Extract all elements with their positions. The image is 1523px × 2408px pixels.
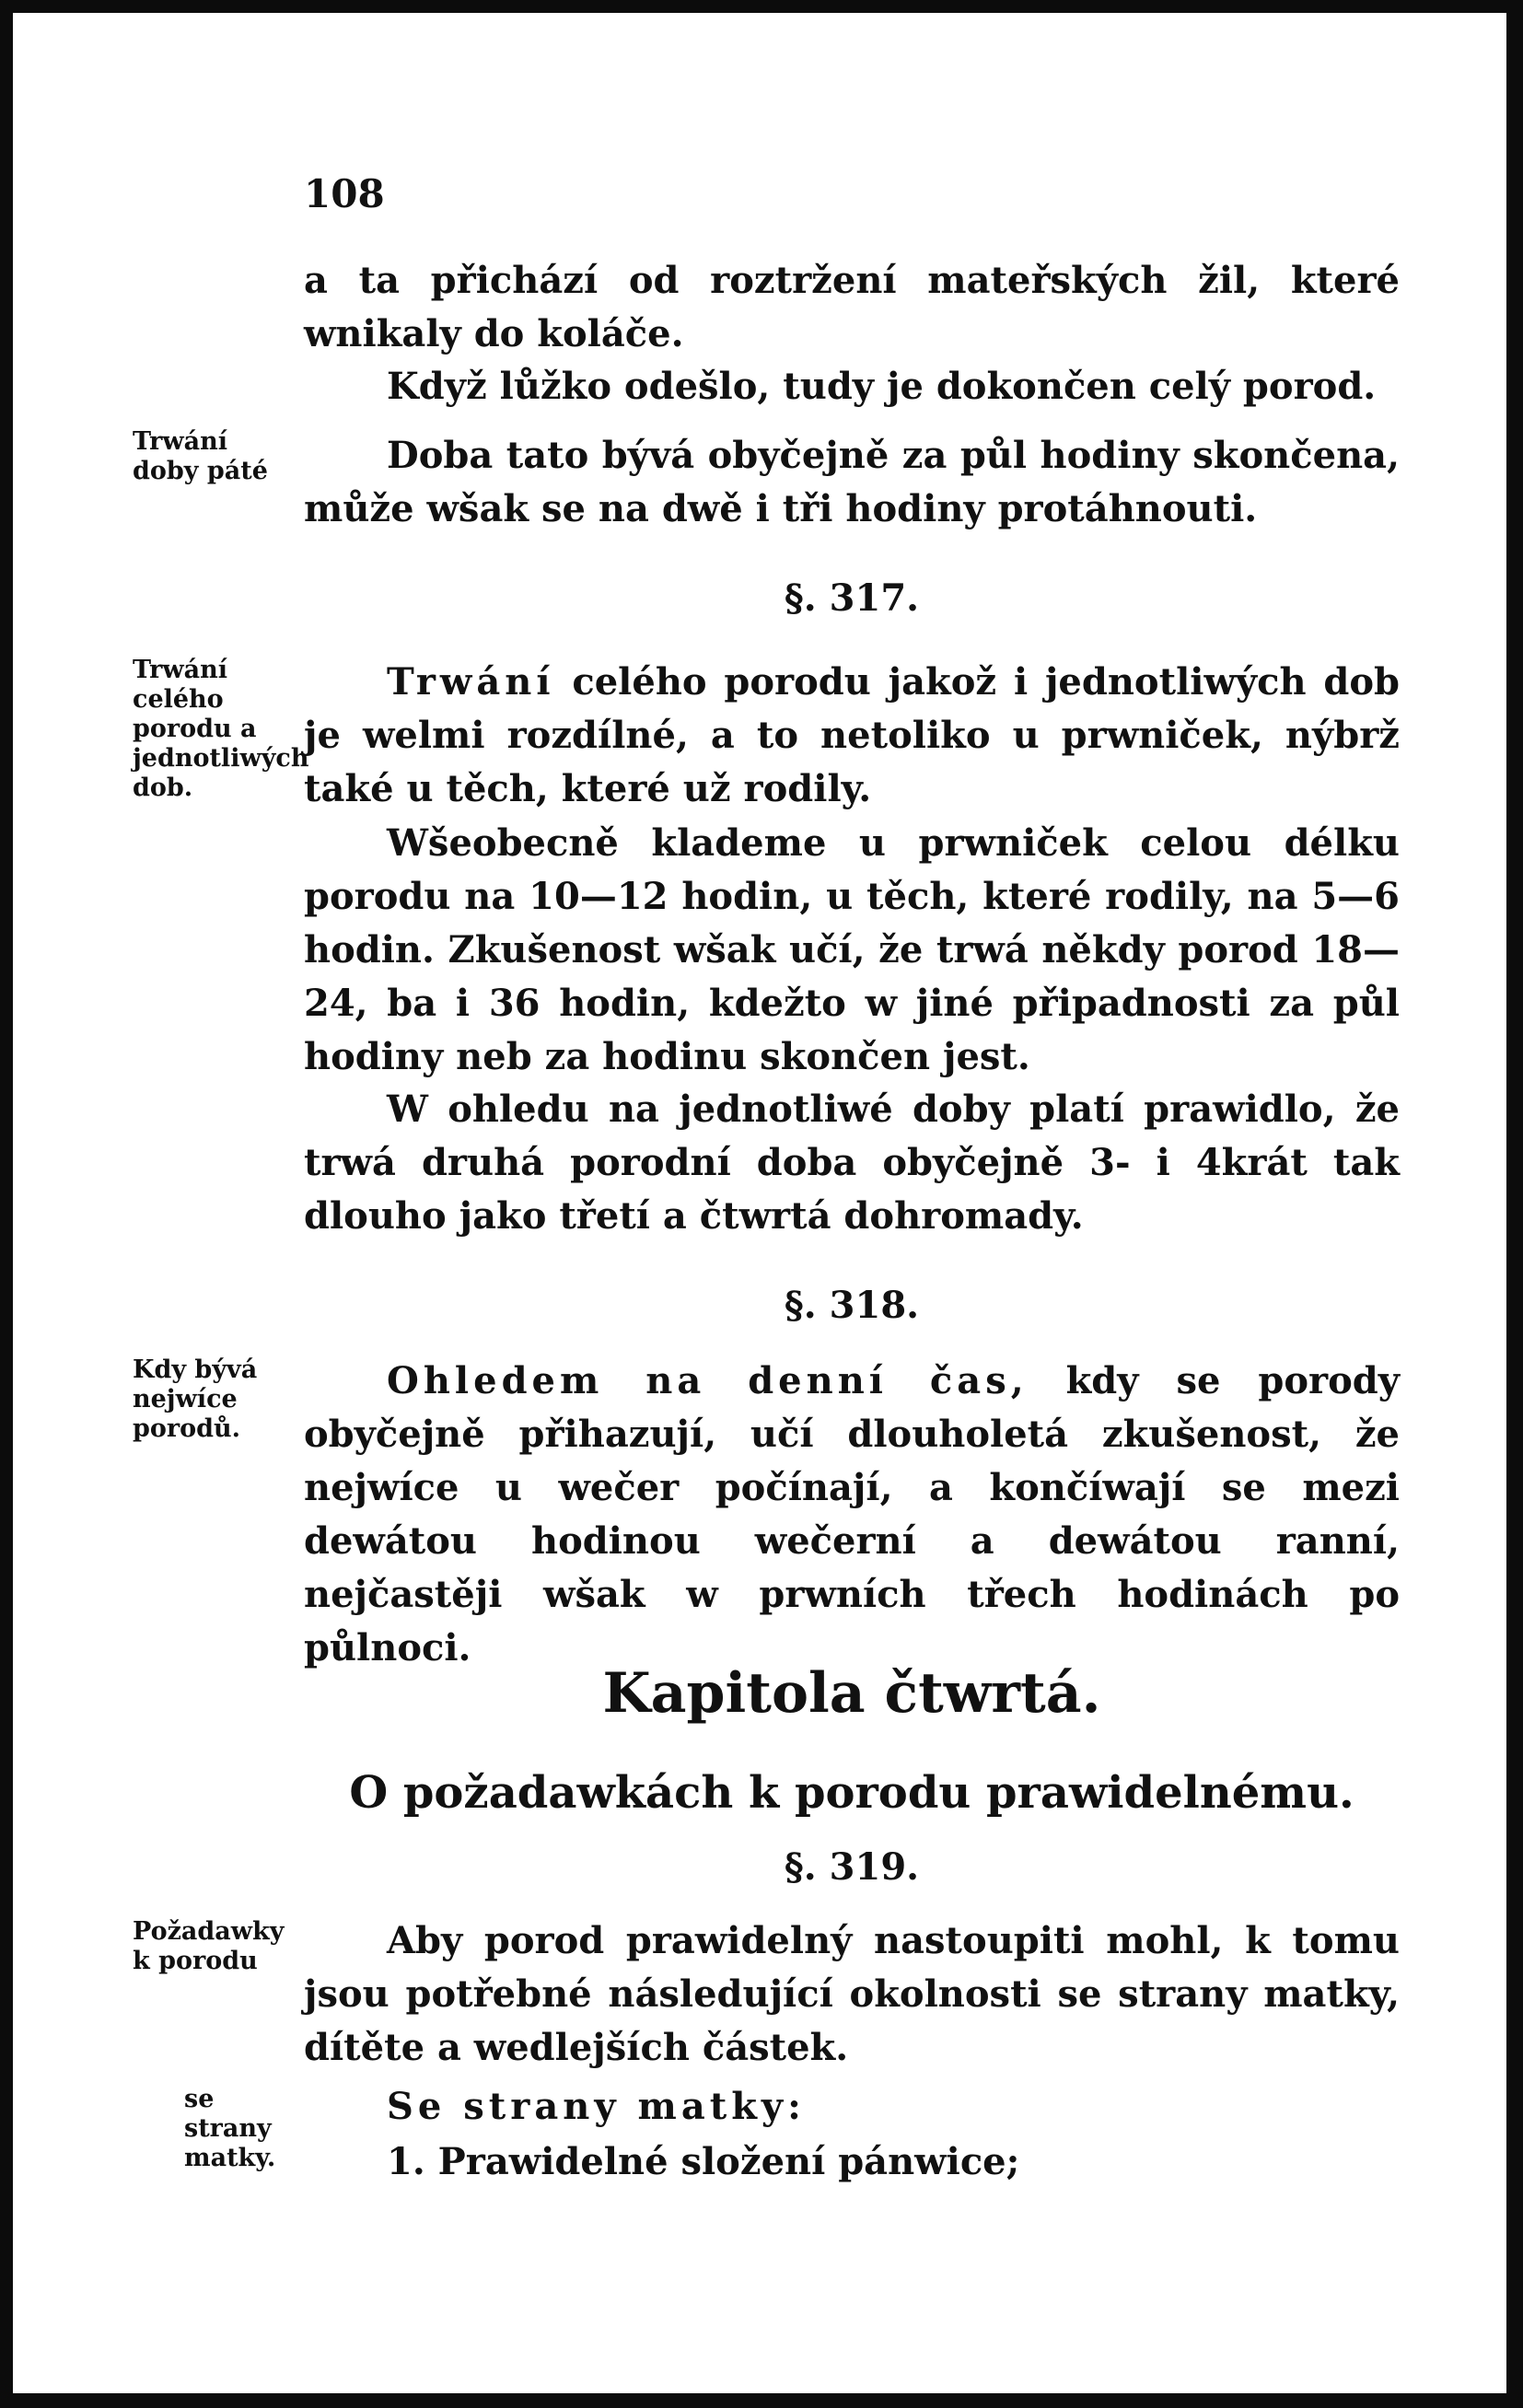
- paragraph-4: [304, 656, 1400, 816]
- emphasis-trwani: Trwání: [387, 660, 555, 704]
- paragraph-4-text: celého porodu jakož i jednotliwých dob je welmi rozdílné, a to netoliko u prwniček, nýbrž také u těch, které už rodily.: [304, 660, 1400, 810]
- paragraph-8: Aby porod prawidelný nastoupiti mohl, k tomu jsou potřebné následující okolnosti se strany matky, dítěte a wedlejších částek.: [304, 1919, 1400, 2069]
- chapter-title: Kapitola čtwrtá.: [602, 1661, 1101, 1726]
- paragraph-9: Se strany matky:: [387, 2085, 806, 2128]
- paragraph-5: Wšeobecně klademe u prwniček celou délku porodu na 10—12 hodin, u těch, které rodily, na 5—6 hodin. Zkušenost wšak učí, že trwá někdy porod 18—24, ba i 36 hodin, kdežto w jiné připadnosti za půl hodiny neb za hodinu skončen jest.: [304, 821, 1400, 1078]
- margin-note-duration-labor: Trwání celého porodu a jednotliwých dob.: [133, 656, 309, 802]
- paragraph-3: Doba tato bývá obyčejně za půl hodiny skončena, může wšak se na dwě i tři hodiny protáhnouti.: [304, 434, 1400, 530]
- chapter-subtitle: O požadawkách k porodu prawidelnému.: [349, 1767, 1354, 1819]
- paragraph-1: a ta přichází od roztržení mateřských žil, které wnikaly do koláče.: [304, 259, 1400, 355]
- paragraph-6: W ohledu na jednotliwé doby platí prawidlo, že trwá druhá porodní doba obyčejně 3- i 4krát tak dlouho jako třetí a čtwrtá dohromady.: [304, 1088, 1400, 1238]
- paragraph-7-text: kdy se porody obyčejně přihazují, učí dlouholetá zkušenost, že nejwíce u wečer počínají, a končíwají se mezi dewátou hodinou wečerní a dewátou ranní, nejčastěji wšak w prwních třech hodinách po půlnoci.: [304, 1359, 1400, 1669]
- book-page: [13, 13, 1506, 2393]
- margin-note-when-births: Kdy bývá nejwíce porodů.: [133, 1355, 258, 1443]
- section-318-heading: §. 318.: [784, 1284, 920, 1327]
- margin-note-mother-side: se strany matky.: [184, 2085, 276, 2172]
- page-number: 108: [304, 171, 385, 216]
- margin-note-duration-fifth-stage: Trwání doby páté: [133, 427, 268, 485]
- paragraph-10: 1. Prawidelné složení pánwice;: [387, 2140, 1020, 2183]
- paragraph-2: Když lůžko odešlo, tudy je dokončen celý porod.: [387, 365, 1377, 408]
- section-317-heading: §. 317.: [784, 576, 920, 620]
- emphasis-denni-cas: Ohledem na denní čas,: [387, 1359, 1029, 1402]
- section-319-heading: §. 319.: [784, 1845, 920, 1889]
- paragraph-7: [304, 1355, 1400, 1675]
- margin-note-requirements: Požadawky k porodu: [133, 1917, 285, 1975]
